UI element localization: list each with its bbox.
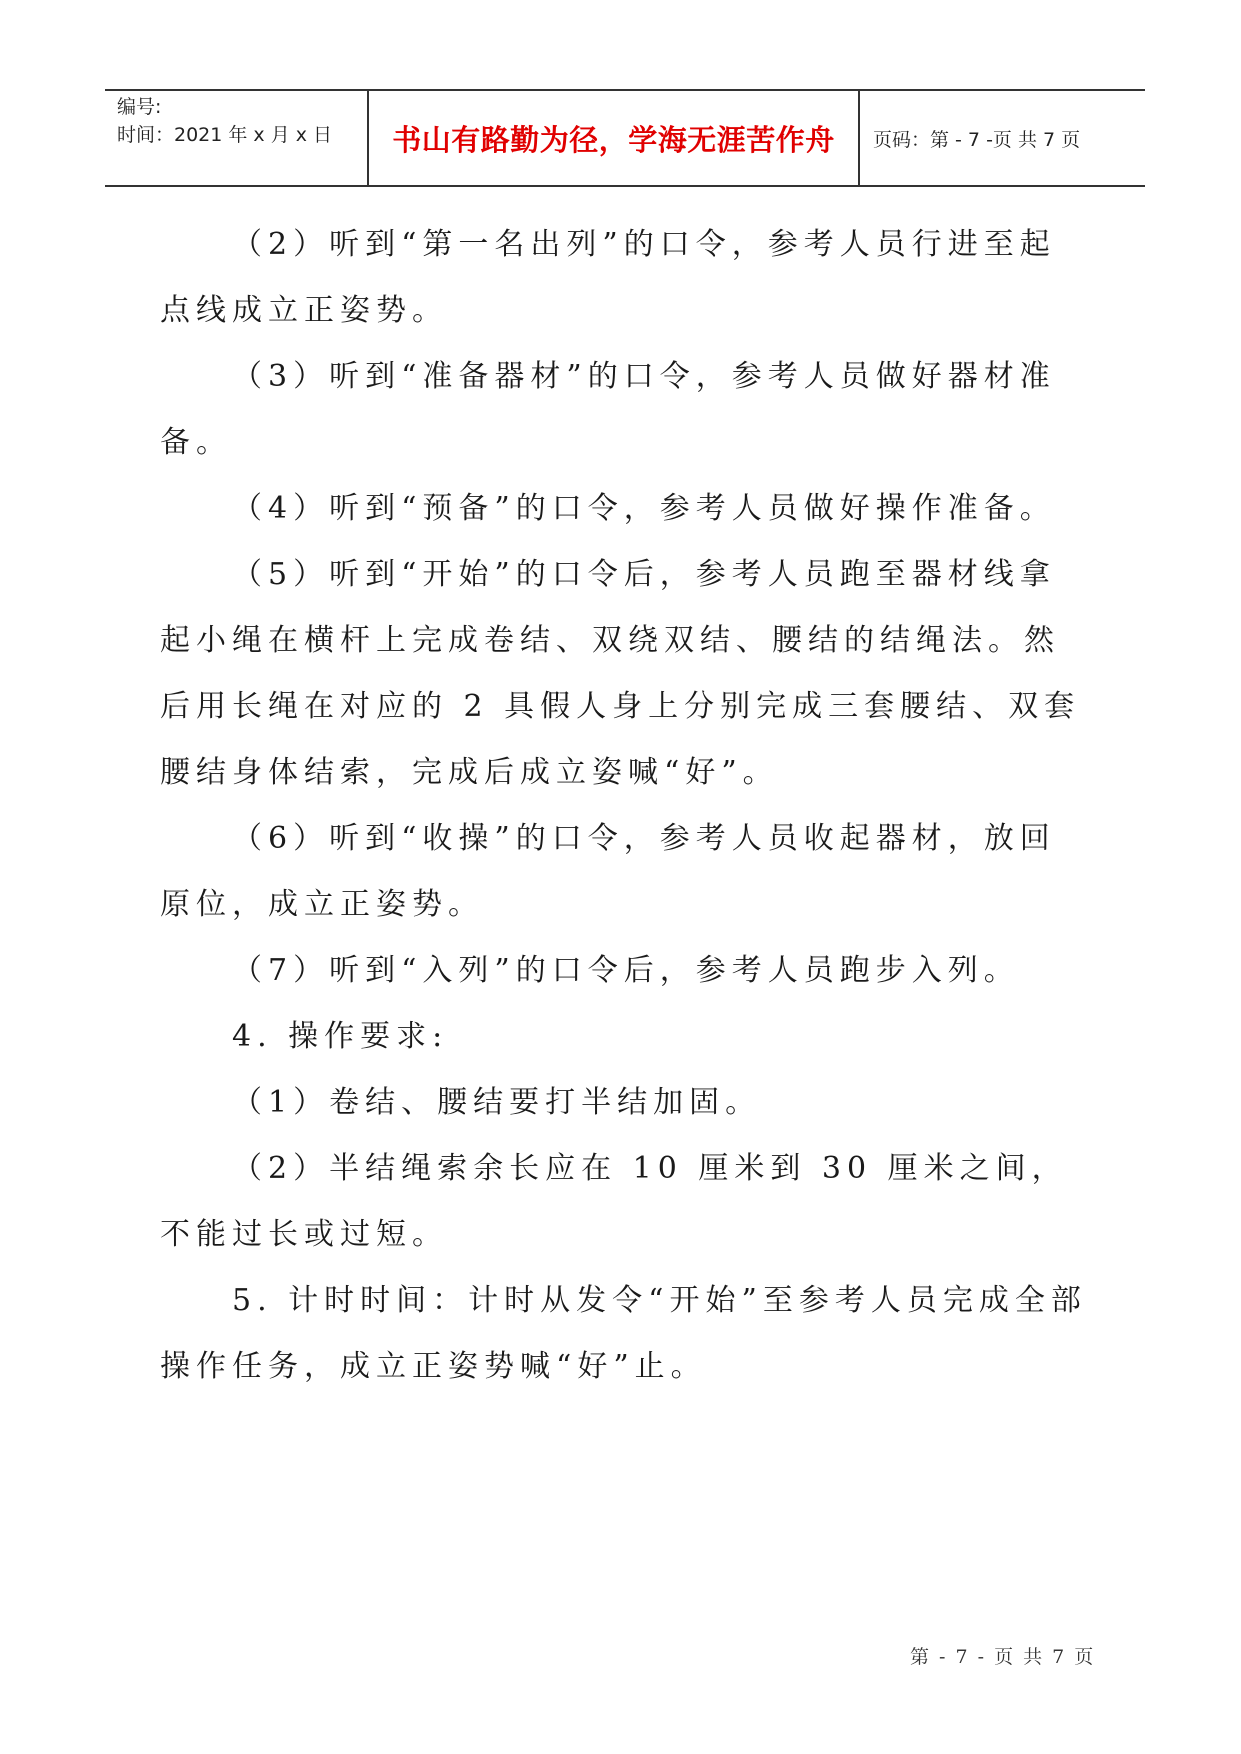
page-footer: 第 - 7 - 页 共 7 页: [910, 1646, 1096, 1668]
document-date: 时间：2021 年 x 月 x 日: [117, 124, 333, 146]
section-heading: 4. 操作要求:: [232, 1019, 449, 1054]
header-motto: 书山有路勤为径，学海无涯苦作舟: [392, 123, 835, 157]
paragraph: （7）听到“入列”的口令后，参考人员跑步入列。: [232, 953, 1020, 988]
paragraph: （3）听到“准备器材”的口令，参考人员做好器材准备。: [160, 359, 1056, 460]
paragraph: （2）听到“第一名出列”的口令，参考人员行进至起点线成立正姿势。: [160, 227, 1056, 328]
paragraph: （5）听到“开始”的口令后，参考人员跑至器材线拿起小绳在横杆上完成卷结、双绕双结、腰结的结绳法。然后用长绳在对应的 2 具假人身上分别完成三套腰结、双套腰结身体结索，完成后成立姿喊“好”。: [160, 557, 1081, 790]
header-page-info: 页码：第 - 7 -页 共 7 页: [873, 129, 1081, 151]
paragraph: （1）卷结、腰结要打半结加固。: [232, 1085, 762, 1120]
document-body: [160, 212, 1090, 1400]
paragraph: （4）听到“预备”的口令，参考人员做好操作准备。: [232, 491, 1056, 526]
page-header: [105, 89, 1145, 187]
header-meta: [117, 93, 332, 149]
header-divider: [858, 91, 860, 185]
paragraph: （6）听到“收操”的口令，参考人员收起器材，放回原位，成立正姿势。: [160, 821, 1056, 922]
paragraph: （2）半结绳索余长应在 10 厘米到 30 厘米之间，不能过长或过短。: [160, 1151, 1068, 1252]
document-number-label: 编号:: [117, 96, 162, 118]
paragraph: 5. 计时时间：计时从发令“开始”至参考人员完成全部操作任务，成立正姿势喊“好”止。: [160, 1283, 1087, 1384]
